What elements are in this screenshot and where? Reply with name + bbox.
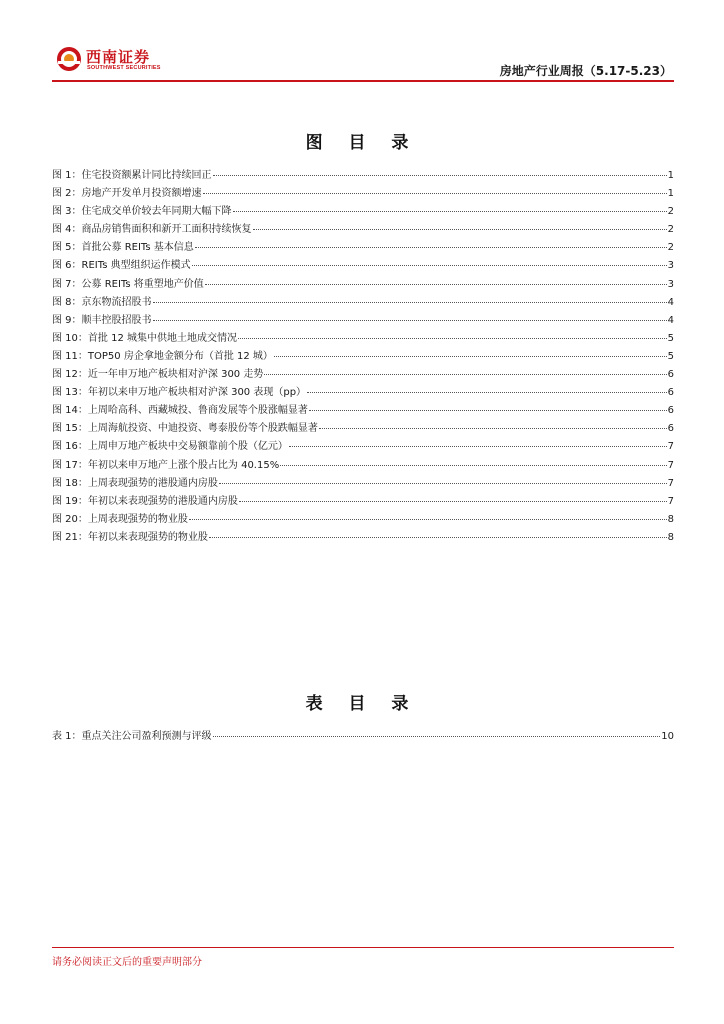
toc-dot-leader	[192, 258, 667, 266]
toc-entry-label: 图 13：年初以来申万地产板块相对沪深 300 表现（pp）	[52, 387, 307, 399]
toc-dot-leader	[253, 222, 667, 230]
toc-page-number: 8	[667, 531, 674, 543]
toc-page-number: 8	[667, 513, 674, 525]
toc-dot-leader	[274, 349, 667, 357]
figure-toc-title: 图 目 录	[305, 133, 419, 153]
toc-entry-label: 图 9：顺丰控股招股书	[52, 314, 152, 326]
toc-dot-leader	[213, 168, 667, 176]
figure-toc-entry[interactable]	[52, 167, 674, 185]
toc-dot-leader	[239, 494, 667, 502]
toc-page-number: 2	[667, 224, 674, 236]
toc-entry-label: 图 14：上周哈高科、西藏城投、鲁商发展等个股涨幅显著	[52, 405, 308, 417]
toc-entry-label: 图 5：首批公募 REITs 基本信息	[52, 242, 194, 254]
figure-toc-entry[interactable]	[52, 402, 674, 420]
figure-toc-entry[interactable]	[52, 257, 674, 275]
toc-page-number: 10	[661, 731, 674, 742]
toc-page-number: 4	[667, 296, 674, 308]
toc-entry-label: 图 19：年初以来表现强势的港股通内房股	[52, 495, 238, 507]
toc-entry-label: 表 1：重点关注公司盈利预测与评级	[52, 731, 212, 742]
figure-toc-list	[52, 167, 674, 547]
toc-dot-leader	[233, 204, 667, 212]
header-divider	[52, 80, 674, 82]
toc-page-number: 6	[667, 405, 674, 417]
toc-dot-leader	[309, 403, 667, 411]
toc-page-number: 4	[667, 314, 674, 326]
figure-toc-entry[interactable]	[52, 276, 674, 294]
figure-toc-entry[interactable]	[52, 438, 674, 456]
logo-english-name: SOUTHWEST SECURITIES	[87, 65, 161, 71]
figure-toc-entry[interactable]	[52, 420, 674, 438]
figure-toc-entry[interactable]	[52, 511, 674, 529]
toc-page-number: 6	[667, 423, 674, 435]
toc-page-number: 3	[667, 278, 674, 290]
toc-page-number: 2	[667, 206, 674, 218]
figure-toc-entry[interactable]	[52, 294, 674, 312]
toc-dot-leader	[289, 439, 667, 447]
toc-page-number: 1	[667, 188, 674, 200]
toc-dot-leader	[153, 295, 667, 303]
toc-page-number: 2	[667, 242, 674, 254]
footer-disclaimer: 请务必阅读正文后的重要声明部分	[52, 957, 202, 968]
toc-dot-leader	[195, 240, 667, 248]
toc-page-number: 5	[667, 350, 674, 362]
toc-dot-leader	[153, 313, 667, 321]
toc-page-number: 5	[667, 332, 674, 344]
figure-toc-entry[interactable]	[52, 330, 674, 348]
figure-toc-entry[interactable]	[52, 185, 674, 203]
toc-dot-leader	[238, 331, 667, 339]
logo-mark-icon	[56, 46, 82, 72]
figure-toc-entry[interactable]	[52, 529, 674, 547]
toc-dot-leader	[209, 530, 667, 538]
figure-toc-entry[interactable]	[52, 366, 674, 384]
toc-dot-leader	[205, 277, 667, 285]
toc-entry-label: 图 3：住宅成交单价较去年同期大幅下降	[52, 206, 232, 218]
toc-entry-label: 图 17：年初以来申万地产上涨个股占比为 40.15%	[52, 459, 280, 471]
toc-entry-label: 图 7：公募 REITs 将重塑地产价值	[52, 278, 204, 290]
toc-page-number: 6	[667, 387, 674, 399]
page-header	[0, 0, 724, 82]
figure-toc-entry[interactable]	[52, 221, 674, 239]
company-logo	[56, 46, 256, 76]
toc-entry-label: 图 2：房地产开发单月投资额增速	[52, 188, 202, 200]
table-toc-title: 表 目 录	[305, 694, 419, 714]
toc-entry-label: 图 15：上周海航投资、中迪投资、粤泰股份等个股跌幅显著	[52, 423, 318, 435]
table-toc-entry[interactable]	[52, 728, 674, 746]
figure-toc-entry[interactable]	[52, 348, 674, 366]
toc-entry-label: 图 16：上周申万地产板块中交易额靠前个股（亿元）	[52, 441, 288, 453]
toc-page-number: 7	[667, 441, 674, 453]
toc-entry-label: 图 8：京东物流招股书	[52, 296, 152, 308]
figure-toc-entry[interactable]	[52, 493, 674, 511]
toc-dot-leader	[264, 367, 666, 375]
toc-entry-label: 图 11：TOP50 房企拿地金额分布（首批 12 城）	[52, 350, 273, 362]
toc-dot-leader	[213, 729, 661, 737]
toc-page-number: 3	[667, 260, 674, 272]
report-title: 房地产行业周报（5.17-5.23）	[499, 64, 672, 78]
toc-page-number: 7	[667, 477, 674, 489]
toc-entry-label: 图 1：住宅投资额累计同比持续回正	[52, 170, 212, 181]
figure-toc-entry[interactable]	[52, 475, 674, 493]
toc-page-number: 6	[667, 369, 674, 381]
toc-page-number: 7	[667, 495, 674, 507]
figure-toc-entry[interactable]	[52, 312, 674, 330]
toc-dot-leader	[189, 512, 667, 520]
toc-entry-label: 图 12：近一年申万地产板块相对沪深 300 走势	[52, 369, 264, 381]
toc-page-number: 1	[667, 170, 674, 181]
figure-toc-entry[interactable]	[52, 239, 674, 257]
toc-entry-label: 图 20：上周表现强势的物业股	[52, 513, 188, 525]
toc-dot-leader	[219, 476, 667, 484]
toc-entry-label: 图 10：首批 12 城集中供地土地成交情况	[52, 332, 237, 344]
toc-dot-leader	[307, 385, 667, 393]
footer-divider	[52, 947, 674, 948]
figure-toc-entry[interactable]	[52, 384, 674, 402]
toc-entry-label: 图 18：上周表现强势的港股通内房股	[52, 477, 218, 489]
toc-dot-leader	[280, 458, 666, 466]
table-toc-list	[52, 728, 674, 746]
logo-chinese-name: 西南证券	[86, 48, 151, 66]
toc-dot-leader	[319, 421, 667, 429]
toc-page-number: 7	[667, 459, 674, 471]
toc-entry-label: 图 6：REITs 典型组织运作模式	[52, 260, 191, 272]
figure-toc-entry[interactable]	[52, 457, 674, 475]
toc-entry-label: 图 21：年初以来表现强势的物业股	[52, 531, 208, 543]
figure-toc-entry[interactable]	[52, 203, 674, 221]
toc-entry-label: 图 4：商品房销售面积和新开工面积持续恢复	[52, 224, 252, 236]
toc-dot-leader	[203, 186, 667, 194]
